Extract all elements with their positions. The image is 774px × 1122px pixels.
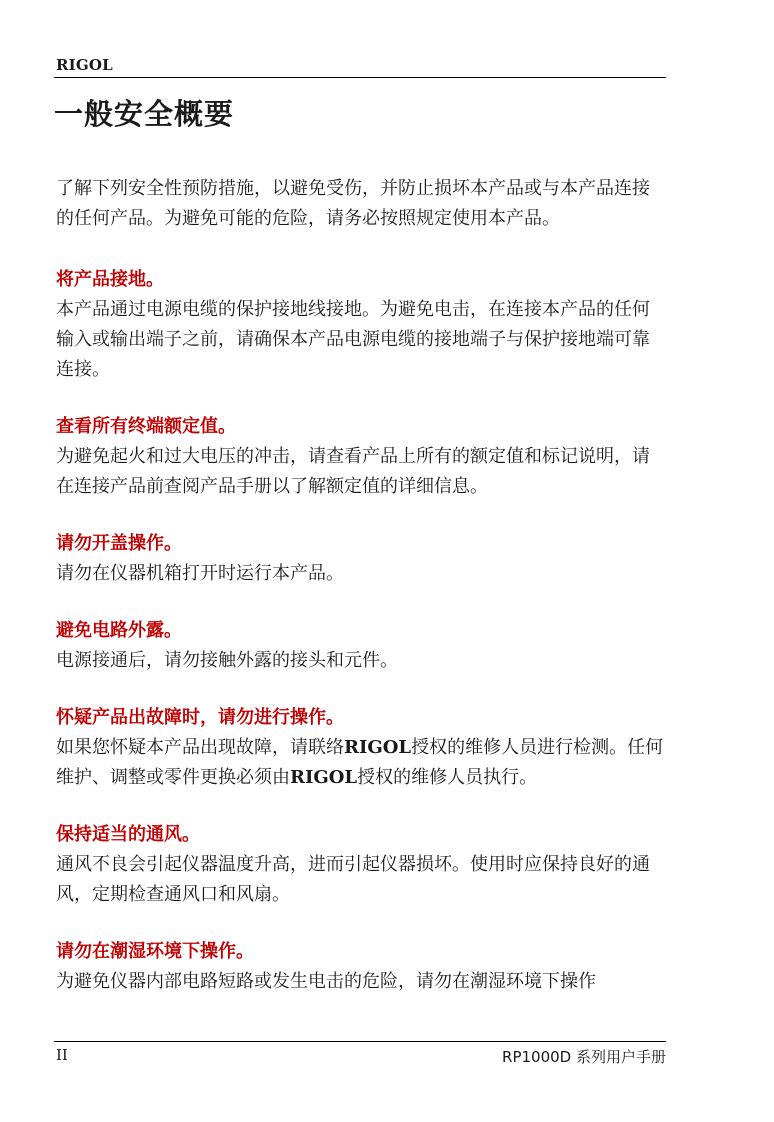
manual-title: RP1000D 系列用户手册 [502,1048,666,1066]
section-heading: 怀疑产品出故障时，请勿进行操作。 [56,707,344,728]
section-humidity [56,937,666,997]
section-body: 电源接通后，请勿接触外露的接头和元件。 [56,650,398,671]
section-cover [56,529,666,589]
body-text: 授权的维修人员执行。 [357,767,538,788]
brand-name-inline: RIGOL [344,737,412,758]
section-body: 通风不良会引起仪器温度升高，进而引起仪器损坏。使用时应保持良好的通风，定期检查通风口和风扇。 [56,854,650,905]
section-body: 请勿在仪器机箱打开时运行本产品。 [56,563,344,584]
intro-paragraph: 了解下列安全性预防措施，以避免受伤，并防止损坏本产品或与本产品连接的任何产品。为避免可能的危险，请务必按照规定使用本产品。 [56,178,650,229]
section-heading: 请勿在潮湿环境下操作。 [56,941,254,962]
section-body [56,733,666,793]
section-heading: 查看所有终端额定值。 [56,416,236,437]
header-divider [54,77,666,78]
section-exposed-circuit [56,616,666,676]
section-body: 本产品通过电源电缆的保护接地线接地。为避免电击，在连接本产品的任何输入或输出端子之前，请确保本产品电源电缆的接地端子与保护接地端可靠连接。 [56,299,650,380]
section-body: 为避免仪器内部电路短路或发生电击的危险，请勿在潮湿环境下操作 [56,971,596,992]
section-heading: 请勿开盖操作。 [56,533,182,554]
document-body [56,174,666,1024]
section-heading: 避免电路外露。 [56,620,182,641]
body-text: 授权的维修人员进行检测。任何维护、调整或零件更换必须由 [56,737,664,788]
section-heading: 保持适当的通风。 [56,824,200,845]
section-heading: 将产品接地。 [56,269,164,290]
header-brand: RIGOL [56,56,113,74]
section-ventilation [56,820,666,910]
body-text: 如果您怀疑本产品出现故障，请联络 [56,737,344,758]
section-body: 为避免起火和过大电压的冲击，请查看产品上所有的额定值和标记说明，请在连接产品前查阅产品手册以了解额定值的详细信息。 [56,446,650,497]
section-suspected-failure [56,703,666,793]
page-number: II [56,1046,68,1064]
page-title: 一般安全概要 [54,97,235,131]
section-grounding [56,265,666,385]
brand-name-inline: RIGOL [290,767,358,788]
section-ratings [56,412,666,502]
footer-divider [54,1041,666,1042]
